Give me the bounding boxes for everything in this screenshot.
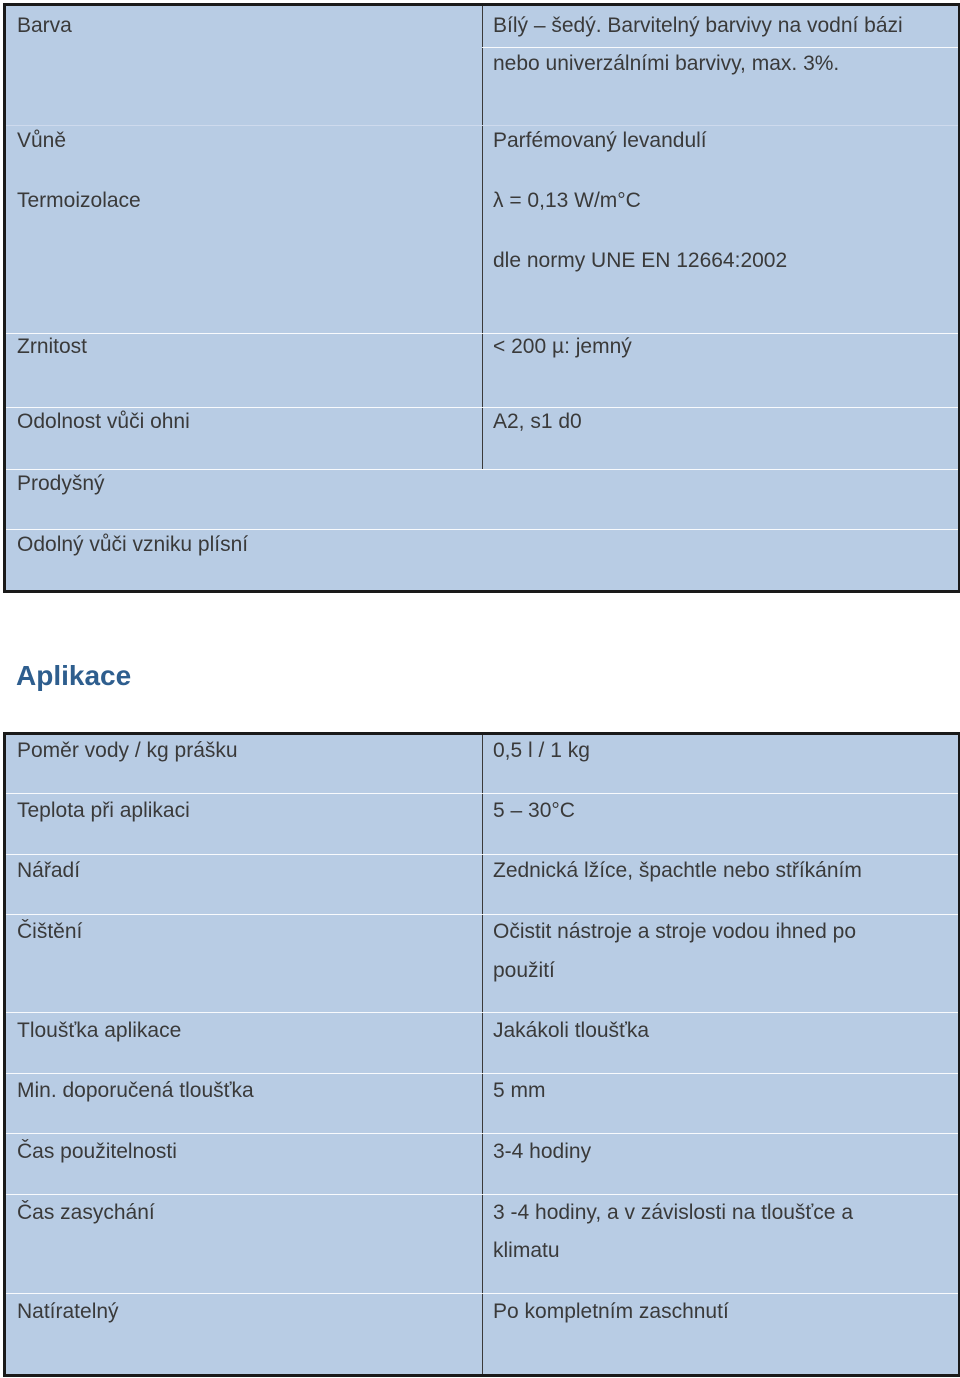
application-value-tloustka-aplikace: Jakákoli tloušťka [493, 1019, 650, 1042]
property-value-barva-line2: nebo univerzálními barvivy, max. 3%. [493, 52, 840, 75]
application-value-min-tloustka: 5 mm [493, 1079, 546, 1102]
application-value-teplota: 5 – 30°C [493, 799, 575, 822]
application-label-teplota: Teplota při aplikaci [17, 799, 190, 822]
property-label-vune: Vůně [17, 129, 67, 152]
row-line [6, 333, 958, 334]
property-value-odolnost-ohni: A2, s1 d0 [493, 410, 582, 433]
property-value-termoizolace-line2: dle normy UNE EN 12664:2002 [493, 249, 788, 272]
application-label-natiratelny: Natíratelný [17, 1300, 119, 1323]
column-divider [482, 735, 483, 1374]
column-divider [482, 6, 483, 469]
application-label-cas-pouzitelnosti: Čas použitelnosti [17, 1140, 177, 1163]
property-label-prodysny: Prodyšný [17, 472, 105, 495]
property-value-vune: Parfémovaný levandulí [493, 129, 707, 152]
property-value-zrnitost: < 200 µ: jemný [493, 335, 632, 358]
application-value-cas-pouzitelnosti: 3-4 hodiny [493, 1140, 592, 1163]
application-label-cas-zasychani: Čas zasychání [17, 1201, 155, 1224]
property-value-barva-line1: Bílý – šedý. Barvitelný barvivy na vodní bázi [493, 14, 903, 37]
property-value-termoizolace-line1: λ = 0,13 W/m°C [493, 189, 641, 212]
application-value-pomer-vody: 0,5 l / 1 kg [493, 739, 590, 762]
property-label-odolny-plisni: Odolný vůči vzniku plísní [17, 533, 249, 556]
application-label-naradi: Nářadí [17, 859, 81, 882]
property-label-termoizolace: Termoizolace [17, 189, 141, 212]
application-table [3, 732, 960, 1377]
application-label-pomer-vody: Poměr vody / kg prášku [17, 739, 238, 762]
application-label-cisteni: Čištění [17, 920, 83, 943]
application-value-cas-zasychani-line2: klimatu [493, 1239, 560, 1262]
application-value-cisteni-line1: Očistit nástroje a stroje vodou ihned po [493, 920, 857, 943]
application-value-naradi: Zednická lžíce, špachtle nebo stříkáním [493, 859, 862, 882]
properties-table [3, 3, 960, 593]
property-label-barva: Barva [17, 14, 72, 37]
application-value-natiratelny: Po kompletním zaschnutí [493, 1300, 729, 1323]
row-line [6, 1293, 958, 1294]
application-label-min-tloustka: Min. doporučená tloušťka [17, 1079, 254, 1102]
section-heading-aplikace: Aplikace [16, 660, 132, 691]
property-label-zrnitost: Zrnitost [17, 335, 88, 358]
application-label-tloustka-aplikace: Tloušťka aplikace [17, 1019, 182, 1042]
row-line [6, 469, 958, 470]
application-value-cisteni-line2: použití [493, 959, 555, 982]
application-value-cas-zasychani-line1: 3 -4 hodiny, a v závislosti na tloušťce a [493, 1201, 854, 1224]
row-line [6, 125, 958, 126]
property-label-odolnost-ohni: Odolnost vůči ohni [17, 410, 190, 433]
